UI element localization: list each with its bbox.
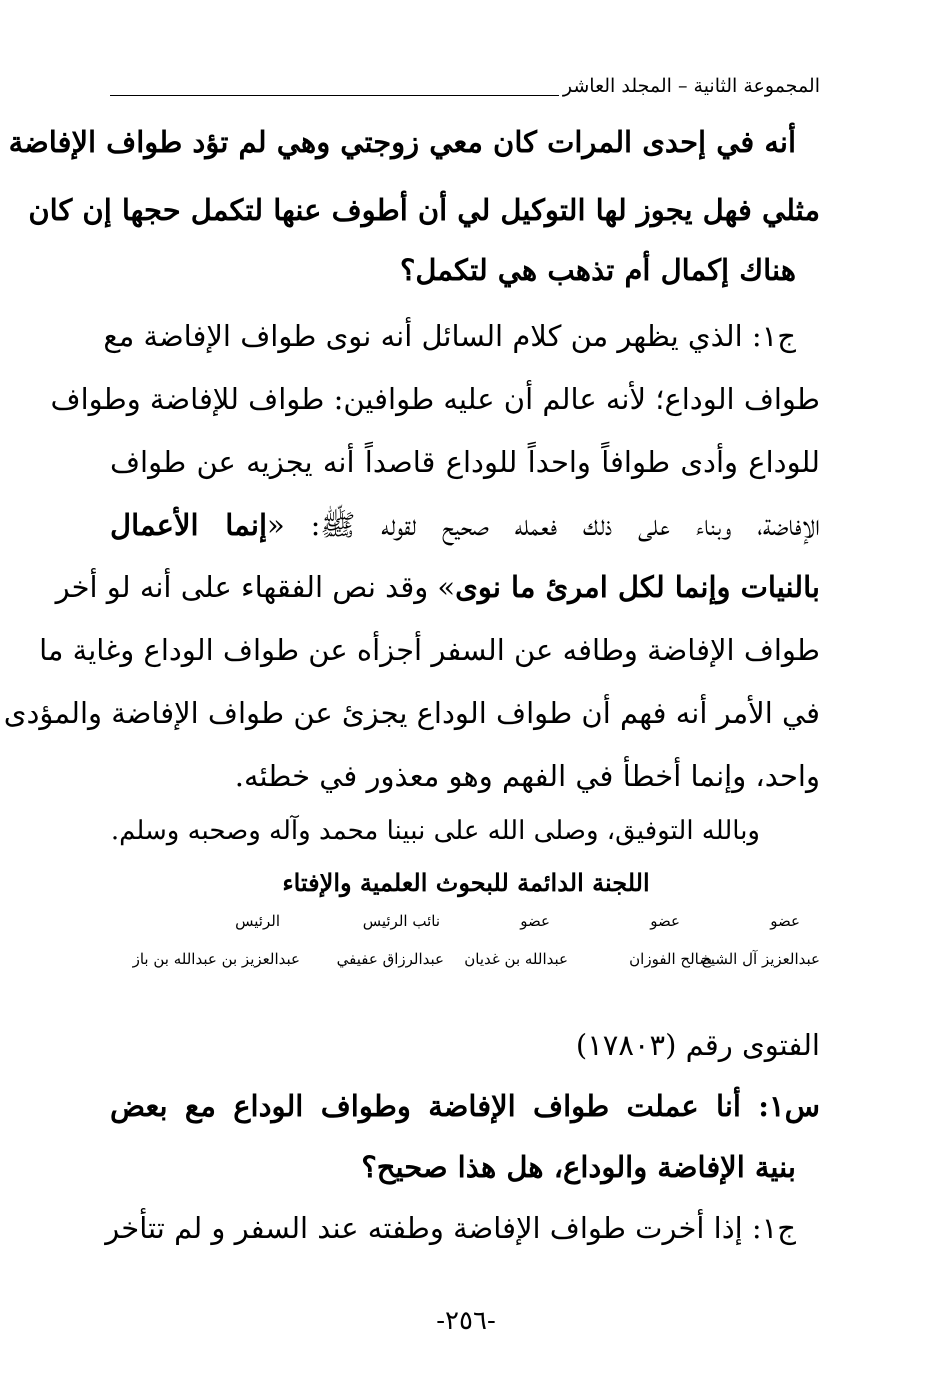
running-header xyxy=(110,66,820,102)
hadith-bold-1: إنما الأعمال xyxy=(110,508,268,542)
header-title: المجموعة الثانية – المجلد العاشر xyxy=(562,75,820,97)
signatory-title: نائب الرئيس xyxy=(362,912,440,930)
header-rule xyxy=(110,95,559,96)
answer2-line-1: ج١: إذا أخرت طواف الإفاضة وطفته عند السفر و لم تتأخر xyxy=(105,1211,796,1245)
answer-line-6: طواف الإفاضة وطافه عن السفر أجزأه عن طواف الوداع وغاية ما xyxy=(39,633,820,667)
signatory-title: عضو xyxy=(520,912,550,930)
signatory-names xyxy=(110,950,820,974)
signatory-title: عضو xyxy=(650,912,680,930)
answer-line-4-plain: الإفاضة، وبناء على ذلك فعمله صحيح لقوله ﷺ: « xyxy=(267,508,820,542)
answer-line-2: طواف الوداع؛ لأنه عالم أن عليه طوافين: طواف للإفاضة وطواف xyxy=(50,382,820,416)
answer-line-4 xyxy=(110,508,820,542)
signatory-name: عبدالله بن غديان xyxy=(464,950,568,968)
question-line-2: مثلي فهل يجوز لها التوكيل لي أن أطوف عنها لتكمل حجها إن كان xyxy=(28,193,820,227)
question-line-3: هناك إكمال أم تذهب هي لتكمل؟ xyxy=(399,253,796,287)
question2-line-2: بنية الإفاضة والوداع، هل هذا صحيح؟ xyxy=(361,1150,796,1184)
closing-line: وبالله التوفيق، وصلى الله على نبينا محمد وآله وصحبه وسلم. xyxy=(110,816,760,846)
page-number: -٢٥٦- xyxy=(436,1306,496,1336)
signatory-name: عبدالعزيز آل الشيخ xyxy=(701,950,820,968)
signatory-titles xyxy=(110,912,820,936)
hadith-bold-2: بالنيات وإنما لكل امرئ ما نوى xyxy=(455,570,820,604)
signatory-name: عبدالعزيز بن عبدالله بن باز xyxy=(132,950,300,968)
answer-line-1: ج١: الذي يظهر من كلام السائل أنه نوى طواف الإفاضة مع xyxy=(103,319,796,353)
fatwa-number: الفتوى رقم (١٧٨٠٣) xyxy=(575,1028,820,1062)
signatory-name: عبدالرزاق عفيفي xyxy=(336,950,444,968)
answer-line-3: للوداع وأدى طوافاً واحداً للوداع قاصداً أنه يجزيه عن طواف xyxy=(110,445,820,479)
signatory-title: الرئيس xyxy=(235,912,280,930)
question2-line-1: س١: أنا عملت طواف الإفاضة وطواف الوداع مع بعض xyxy=(110,1089,820,1123)
question-line-1: أنه في إحدى المرات كان معي زوجتي وهي لم تؤد طواف الإفاضة xyxy=(8,125,796,159)
signatory-name: صالح الفوزان xyxy=(629,950,712,968)
signatory-title: عضو xyxy=(770,912,800,930)
answer-line-8: واحد، وإنما أخطأ في الفهم وهو معذور في خطئه. xyxy=(234,759,820,793)
committee-title: اللجنة الدائمة للبحوث العلمية والإفتاء xyxy=(282,868,650,897)
answer-line-5-plain: » وقد نص الفقهاء على أنه لو أخر xyxy=(55,570,456,604)
answer-line-5 xyxy=(55,570,820,604)
answer-line-7: في الأمر أنه فهم أن طواف الوداع يجزئ عن طواف الإفاضة والمؤدى xyxy=(3,696,820,730)
